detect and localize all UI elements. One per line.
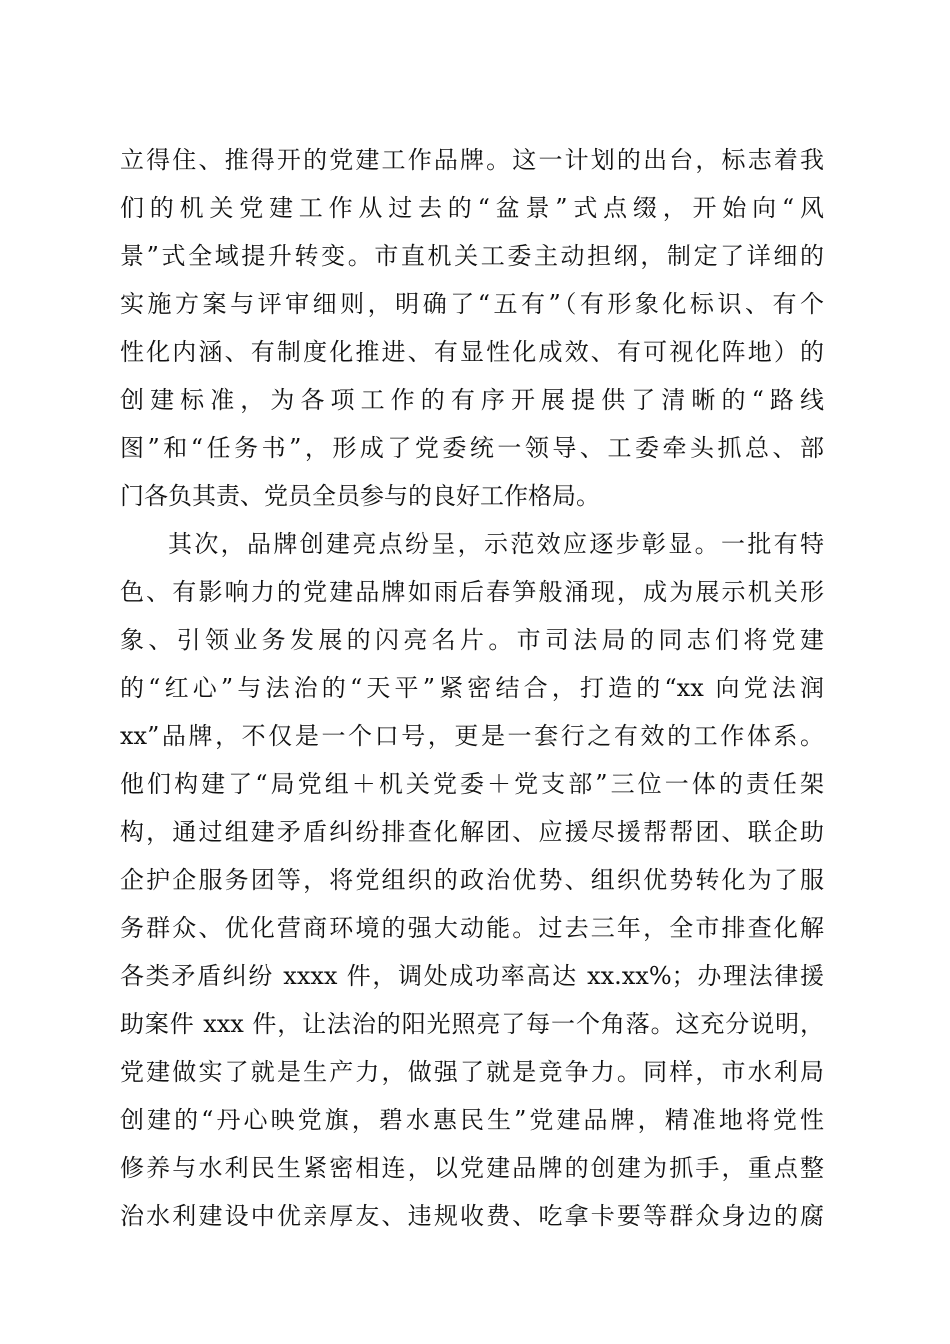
body-text [120, 136, 824, 1240]
text-line: 景”式全域提升转变。市直机关工委主动担纲，制定了详细的 [120, 242, 824, 270]
paragraph-start-line: 其次，品牌创建亮点纷呈，示范效应逐步彰显。一批有特 [168, 530, 824, 558]
text-line: 治水利建设中优亲厚友、违规收费、吃拿卡要等群众身边的腐 [120, 1202, 824, 1230]
text-line: 象、引领业务发展的闪亮名片。市司法局的同志们将党建 [120, 626, 824, 654]
text-line: xx”品牌，不仅是一个口号，更是一套行之有效的工作体系。 [120, 722, 824, 750]
text-line: 性化内涵、有制度化推进、有显性化成效、有可视化阵地）的 [120, 338, 824, 366]
text-line: 立得住、推得开的党建工作品牌。这一计划的出台，标志着我 [120, 146, 824, 174]
text-line: 构，通过组建矛盾纠纷排查化解团、应援尽援帮帮团、联企助 [120, 818, 824, 846]
text-line: 门各负其责、党员全员参与的良好工作格局。 [120, 482, 600, 510]
text-line: 各类矛盾纠纷 xxxx 件，调处成功率高达 xx.xx%；办理法律援 [120, 962, 824, 990]
text-line: 他们构建了“局党组＋机关党委＋党支部”三位一体的责任架 [120, 770, 824, 798]
text-line: 色、有影响力的党建品牌如雨后春笋般涌现，成为展示机关形 [120, 578, 824, 606]
text-line: 创建标准，为各项工作的有序开展提供了清晰的“路线 [120, 386, 824, 414]
text-line: 党建做实了就是生产力，做强了就是竞争力。同样，市水利局 [120, 1058, 824, 1086]
text-line: 们的机关党建工作从过去的“盆景”式点缀，开始向“风 [120, 194, 824, 222]
text-line: 助案件 xxx 件，让法治的阳光照亮了每一个角落。这充分说明， [120, 1010, 824, 1038]
text-line: 的“红心”与法治的“天平”紧密结合，打造的“xx 向党法润 [120, 674, 824, 702]
text-line: 企护企服务团等，将党组织的政治优势、组织优势转化为了服 [120, 866, 824, 894]
text-line: 实施方案与评审细则，明确了“五有”（有形象化标识、有个 [120, 290, 824, 318]
text-line: 图”和“任务书”，形成了党委统一领导、工委牵头抓总、部 [120, 434, 824, 462]
text-line: 创建的“丹心映党旗，碧水惠民生”党建品牌，精准地将党性 [120, 1106, 824, 1134]
text-line: 修养与水利民生紧密相连，以党建品牌的创建为抓手，重点整 [120, 1154, 824, 1182]
text-line: 务群众、优化营商环境的强大动能。过去三年，全市排查化解 [120, 914, 824, 942]
